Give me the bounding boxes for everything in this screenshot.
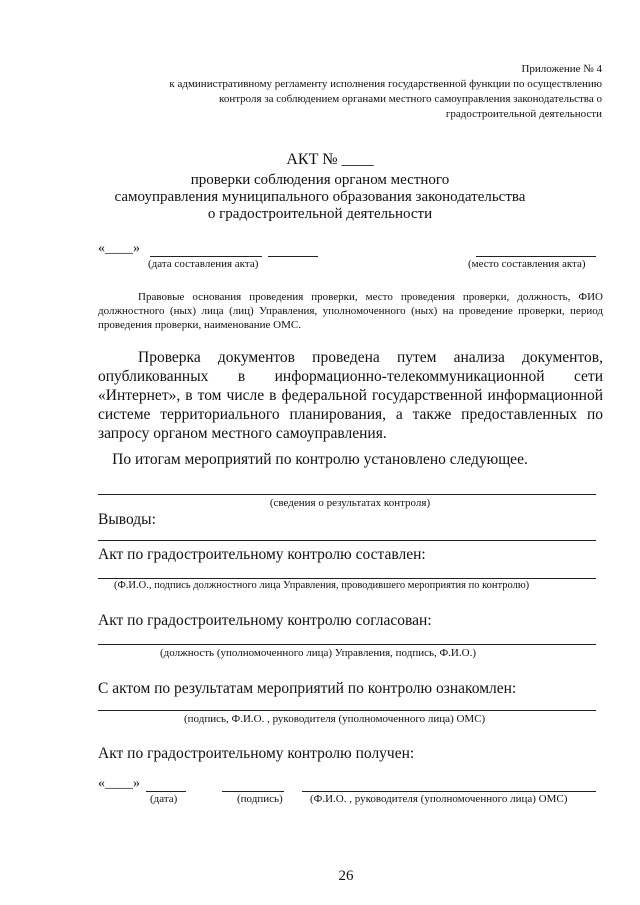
date-line (150, 256, 262, 257)
familiar-label: С актом по результатам мероприятий по контролю ознакомлен: (98, 680, 517, 697)
place-line (476, 256, 596, 257)
received-label: Акт по градостроительному контролю получен: (98, 745, 415, 762)
check-text: Проверка документов проведена путем анализа документов, опубликованных в информационно-телекоммуникационной сети «Интернет», в том числе в федеральной государственной информационной системе территориального планирования, а также предоставленных по запросу органом местного самоуправления. (98, 349, 603, 442)
act-title: АКТ № ____ (286, 151, 374, 168)
composed-line (98, 578, 596, 579)
legal-basis: Правовые основания проведения проверки, место проведения проверки, должность, ФИО должностного (ных) лица (лиц) Управления, уполномоченного (ных) на проведение проверки, период проведения проверки, наименование ОМС. (98, 291, 603, 331)
act-subtitle-3: о градостроительной деятельности (207, 206, 433, 222)
date-quote: «____» (98, 241, 140, 256)
date-caption: (дата составления акта) (148, 258, 259, 270)
appendix-line-2: к административному регламенту исполнения государственной функции по осуществлению (169, 78, 602, 90)
composed-caption: (Ф.И.О., подпись должностного лица Управления, проводившего мероприятия по контролю) (114, 580, 530, 591)
appendix-line-3: контроля за соблюдением органами местного самоуправления законодательства о (219, 93, 602, 105)
received-name-caption: (Ф.И.О. , руководителя (уполномоченного лица) ОМС) (310, 793, 568, 805)
appendix-header (169, 62, 602, 122)
conclusions-line (98, 540, 596, 541)
agreed-label: Акт по градостроительному контролю согласован: (98, 612, 432, 629)
results-intro: По итогам мероприятий по контролю установлено следующее. (112, 451, 528, 468)
date-year-line (268, 256, 318, 257)
place-caption: (место составления акта) (468, 258, 586, 270)
agreed-line (98, 644, 596, 645)
results-caption: (сведения о результатах контроля) (269, 497, 431, 509)
agreed-caption: (должность (уполномоченного лица) Управления, подпись, Ф.И.О.) (160, 647, 476, 659)
page-number: 26 (338, 868, 354, 884)
results-line (98, 494, 596, 495)
composed-label: Акт по градостроительному контролю составлен: (98, 546, 426, 563)
familiar-caption: (подпись, Ф.И.О. , руководителя (уполномоченного лица) ОМС) (184, 713, 486, 725)
appendix-line-4: градостроительной деятельности (445, 108, 602, 120)
received-signature-caption: (подпись) (237, 793, 283, 805)
familiar-line (98, 710, 596, 711)
conclusions-label: Выводы: (98, 511, 156, 528)
received-name-line (302, 791, 596, 792)
act-subtitle-1: проверки соблюдения органом местного (190, 172, 450, 188)
received-signature-line (222, 791, 284, 792)
received-date-line (146, 791, 186, 792)
received-date-quote: «____» (98, 776, 140, 791)
act-subtitle-2: самоуправления муниципального образования законодательства (114, 189, 526, 205)
received-date-caption: (дата) (150, 793, 178, 805)
appendix-number: Приложение № 4 (521, 63, 602, 75)
